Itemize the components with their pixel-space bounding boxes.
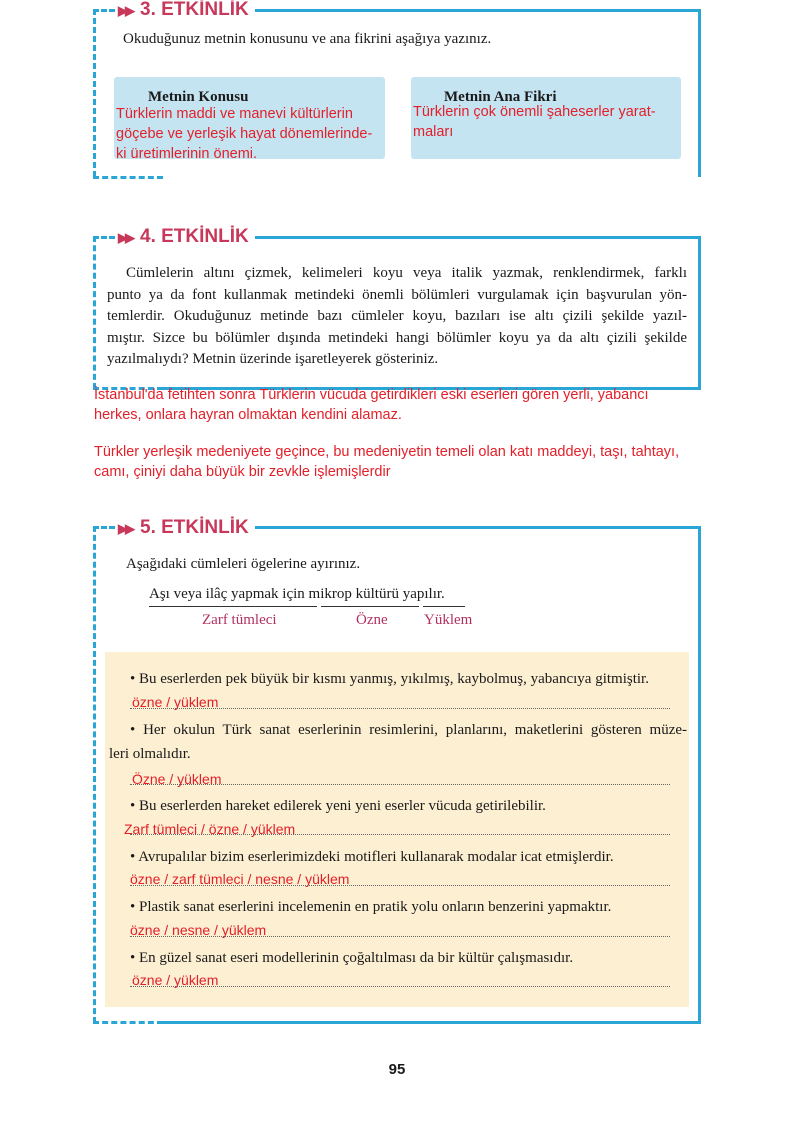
example-part-verb: yapılır xyxy=(402,586,442,602)
page-number: 95 xyxy=(388,1061,406,1078)
list-item: • En güzel sanat eseri modellerinin çoğaltılması da bir kültür çalışmasıdır. xyxy=(130,950,574,966)
label-verb: Yüklem xyxy=(424,612,473,628)
frame-left xyxy=(93,526,96,1023)
activity-title: ▶▶ 4. ETKİNLİK xyxy=(118,226,249,247)
answer-line xyxy=(130,834,670,835)
instruction: Aşağıdaki cümleleri ögelerine ayırınız. xyxy=(126,556,361,572)
label-subject: Özne xyxy=(356,612,388,628)
answer-line xyxy=(130,936,670,937)
topic-heading: Metnin Konusu xyxy=(148,89,249,105)
instruction-paragraph: Cümlelerin altını çizmek, kelimeleri koyu veya italik yazmak, renklendirmek, farklı punto ya da font kullanmak metindeki önemli bölümleri vurgulamak için başvurulan yön- temlerdir. Okuduğunuz metinde bazı cümleler koyu, bazıları ise altı çizili şekilde yazıl- mıştır. Sizce bu bölümler dışında metindeki hangi bölümler koyu ya da altı çizili şekilde yazılmalıydı? Metnin üzerinde işaretleyerek gösteriniz. xyxy=(107,265,687,367)
answer-line xyxy=(130,708,670,709)
frame-left xyxy=(93,236,96,389)
answer: Zarf tümleci / özne / yüklem xyxy=(124,821,296,837)
answer: özne / yüklem xyxy=(132,972,219,988)
topic-answer: Türklerin maddi ve manevi kültürlerin göçebe ve yerleşik hayat dönemlerinde- ki üretimlerinin önemi. xyxy=(116,106,373,162)
answer-line xyxy=(130,784,670,785)
frame-top-dash xyxy=(93,236,115,239)
underline-subject xyxy=(321,606,419,607)
instruction: Okuduğunuz metnin konusunu ve ana fikrini aşağıya yazınız. xyxy=(123,31,492,47)
frame-bottom-dash xyxy=(93,1021,163,1024)
underline-adverbial xyxy=(149,606,317,607)
frame-right xyxy=(698,526,701,1023)
frame-left xyxy=(93,9,96,177)
frame-top xyxy=(255,526,701,529)
answer: özne / yüklem xyxy=(132,694,219,710)
frame-right xyxy=(698,9,701,177)
frame-top xyxy=(255,236,701,239)
answer-line xyxy=(130,986,670,987)
example-part-subject: mikrop kültürü xyxy=(308,586,399,602)
frame-top-dash xyxy=(93,526,115,529)
list-item: • Plastik sanat eserlerini incelemenin en pratik yolu onların benzerini yapmaktır. xyxy=(130,899,612,915)
example-part-adverbial: Aşı veya ilâç yapmak için xyxy=(149,586,305,602)
answer: özne / zarf tümleci / nesne / yüklem xyxy=(130,871,350,887)
answer: özne / nesne / yüklem xyxy=(130,922,267,938)
double-arrow-icon: ▶▶ xyxy=(118,230,132,245)
main-idea-heading: Metnin Ana Fikri xyxy=(444,89,557,105)
answer-2: Türkler yerleşik medeniyete geçince, bu medeniyetin temeli olan katı maddeyi, taşı, tahtayı, camı, çiniyi daha büyük bir zevkle işlemişlerdir xyxy=(94,444,680,480)
list-item: • Her okulun Türk sanat eserlerinin resimlerini, planlarını, maketlerini gösteren müze- leri olmalıdır. xyxy=(109,722,688,762)
double-arrow-icon: ▶▶ xyxy=(118,521,132,536)
underline-verb xyxy=(423,606,465,607)
main-idea-answer: Türklerin çok önemli şaheserler yarat- maları xyxy=(413,104,656,140)
frame-right xyxy=(698,236,701,389)
frame-top xyxy=(255,9,701,12)
double-arrow-icon: ▶▶ xyxy=(118,3,132,18)
activity-title: ▶▶ 3. ETKİNLİK xyxy=(118,0,249,20)
frame-bottom xyxy=(163,1021,701,1024)
example-sentence: Aşı veya ilâç yapmak için mikrop kültürü yapılır. xyxy=(149,586,445,602)
answer: Özne / yüklem xyxy=(132,771,222,787)
label-adverbial: Zarf tümleci xyxy=(202,612,277,628)
list-item: • Bu eserlerden pek büyük bir kısmı yanmış, yıkılmış, kaybolmuş, yabancıya gitmiştir. xyxy=(130,671,649,687)
activity-title: ▶▶ 5. ETKİNLİK xyxy=(118,517,249,538)
frame-bottom xyxy=(93,176,163,179)
list-item: • Bu eserlerden hareket edilerek yeni yeni eserler vücuda getirilebilir. xyxy=(130,798,546,814)
answer-1: İstanbul'da fetihten sonra Türklerin vücuda getirdikleri eski eserleri gören yerli, yabancı herkes, onlara hayran olmaktan kendini alamaz. xyxy=(94,387,649,423)
answer-line xyxy=(130,885,670,886)
list-item: • Avrupalılar bizim eserlerimizdeki motifleri kullanarak modalar icat etmişlerdir. xyxy=(130,849,614,865)
frame-top-dash xyxy=(93,9,115,12)
